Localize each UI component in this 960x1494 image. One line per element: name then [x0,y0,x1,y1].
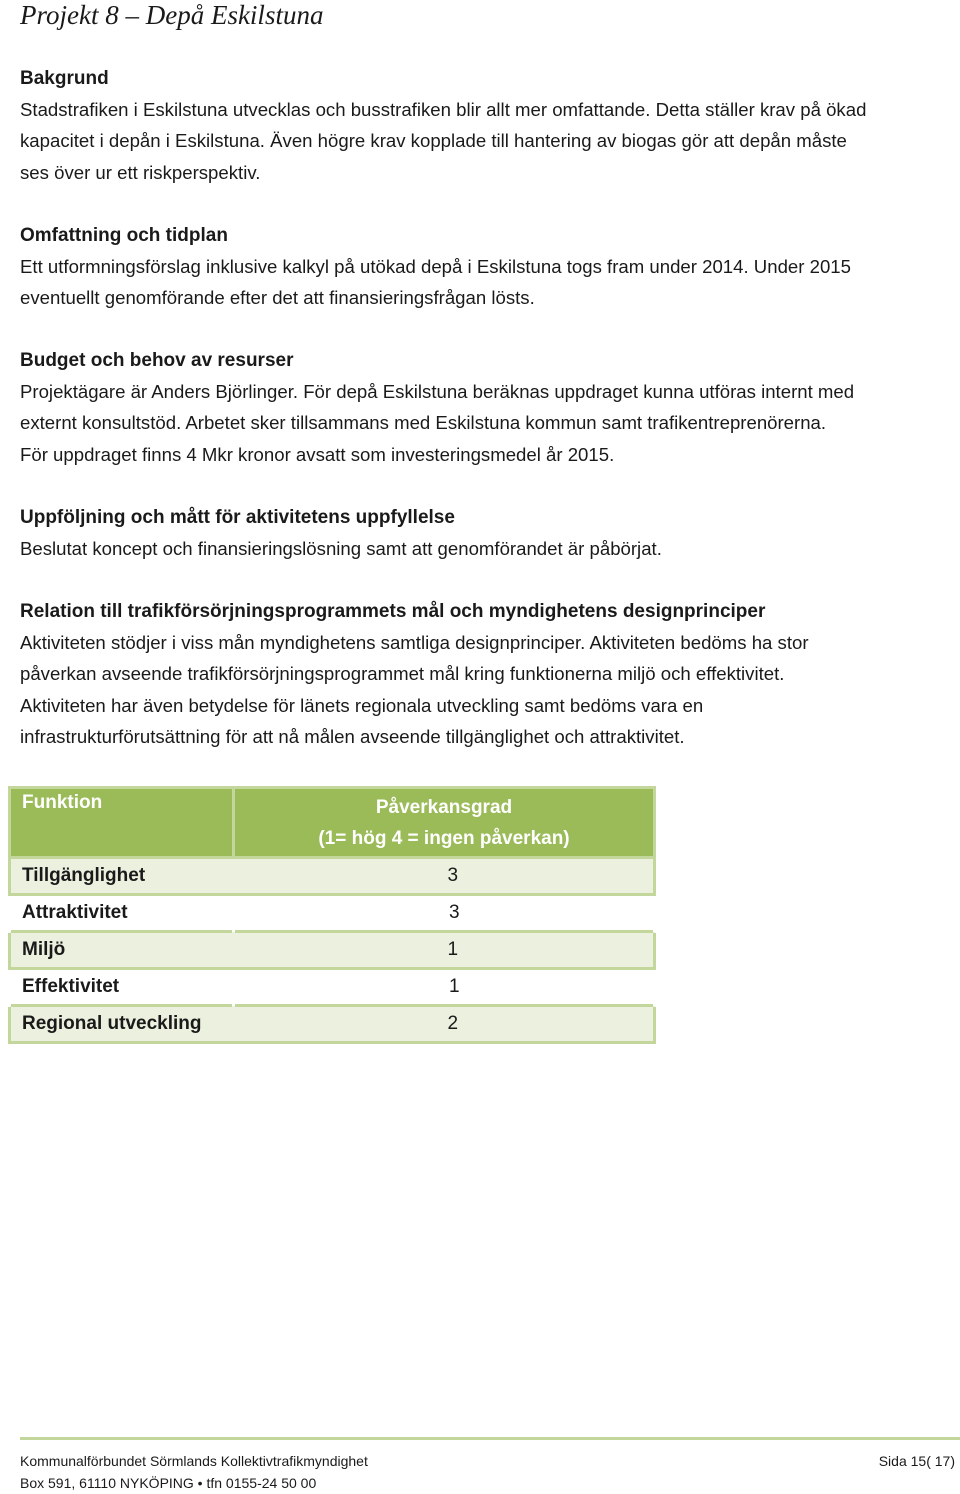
section-heading: Budget och behov av resurser [20,350,294,371]
section-body [20,251,950,314]
table-row [10,858,655,895]
body-line: Beslutat koncept och finansieringslösning samt att genomförandet är påbörjat. [20,538,662,559]
footer-info [20,1450,368,1494]
section-uppfoljning [20,502,950,564]
section-heading: Omfattning och tidplan [20,225,228,246]
row-funktion: Tillgänglighet [10,858,234,895]
table-header-row [10,788,655,858]
body-line: påverkan avseende trafikförsörjningsprogrammet mål kring funktionerna miljö och effektivitet. [20,663,785,685]
body-line: kapacitet i depån i Eskilstuna. Även högre krav kopplade till hantering av biogas gör att depån måste [20,130,847,152]
section-body [20,94,950,188]
body-line: externt konsultstöd. Arbetet sker tillsammans med Eskilstuna kommun samt trafikentreprenörerna. [20,412,827,434]
section-heading: Uppföljning och mått för aktivitetens uppfyllelse [20,507,455,528]
impact-table [8,786,656,1044]
row-funktion: Effektivitet [10,969,234,1006]
section-heading: Relation till trafikförsörjningsprogrammets mål och myndighetens designprinciper [20,601,766,622]
body-line: eventuellt genomförande efter det att finansieringsfrågan lösts. [20,287,535,309]
body-line: Aktiviteten stödjer i viss mån myndighetens samtliga designprinciper. Aktiviteten bedöms ha stor [20,632,809,653]
section-heading: Bakgrund [20,68,109,89]
body-line: Projektägare är Anders Björlinger. För depå Eskilstuna beräknas uppdraget kunna utföras internt med [20,381,855,402]
section-body [20,533,950,564]
body-line: ses över ur ett riskperspektiv. [20,161,261,183]
row-funktion: Regional utveckling [10,1006,234,1043]
body-line: Ett utformningsförslag inklusive kalkyl på utökad depå i Eskilstuna togs fram under 2014. Under 2015 [20,256,851,277]
footer-organization: Kommunalförbundet Sörmlands Kollektivtrafikmyndighet [20,1453,368,1469]
body-line: infrastrukturförutsättning för att nå målen avseende tillgänglighet och attraktivitet. [20,725,685,747]
header-paverkansgrad-title: Påverkansgrad [375,797,513,818]
footer-divider [20,1437,960,1440]
table-row [10,932,655,969]
section-bakgrund [20,63,950,188]
row-grad: 1 [234,932,655,969]
header-funktion: Funktion [10,788,234,858]
section-body [20,627,950,752]
section-budget [20,345,950,470]
row-grad: 3 [234,858,655,895]
row-grad: 3 [234,895,655,932]
section-omfattning [20,220,950,314]
body-line: För uppdraget finns 4 Mkr kronor avsatt som investeringsmedel år 2015. [20,443,615,465]
body-line: Stadstrafiken i Eskilstuna utvecklas och busstrafiken blir allt mer omfattande. Detta ställer krav på ökad [20,99,867,120]
row-funktion: Miljö [10,932,234,969]
table-row [10,969,655,1006]
header-paverkansgrad [234,788,655,858]
page-title: Projekt 8 – Depå Eskilstuna [20,0,324,30]
table-row [10,895,655,932]
page-number: Sida 15( 17) [878,1453,955,1469]
table-row [10,1006,655,1043]
row-grad: 2 [234,1006,655,1043]
body-line: Aktiviteten har även betydelse för länets regionala utveckling samt bedöms vara en [20,694,704,716]
row-grad: 1 [234,969,655,1006]
header-paverkansgrad-scale: (1= hög 4 = ingen påverkan) [318,828,570,849]
footer-address: Box 591, 61110 NYKÖPING • tfn 0155-24 50 00 [20,1475,317,1491]
section-body [20,376,950,470]
row-funktion: Attraktivitet [10,895,234,932]
section-relation [20,596,950,752]
